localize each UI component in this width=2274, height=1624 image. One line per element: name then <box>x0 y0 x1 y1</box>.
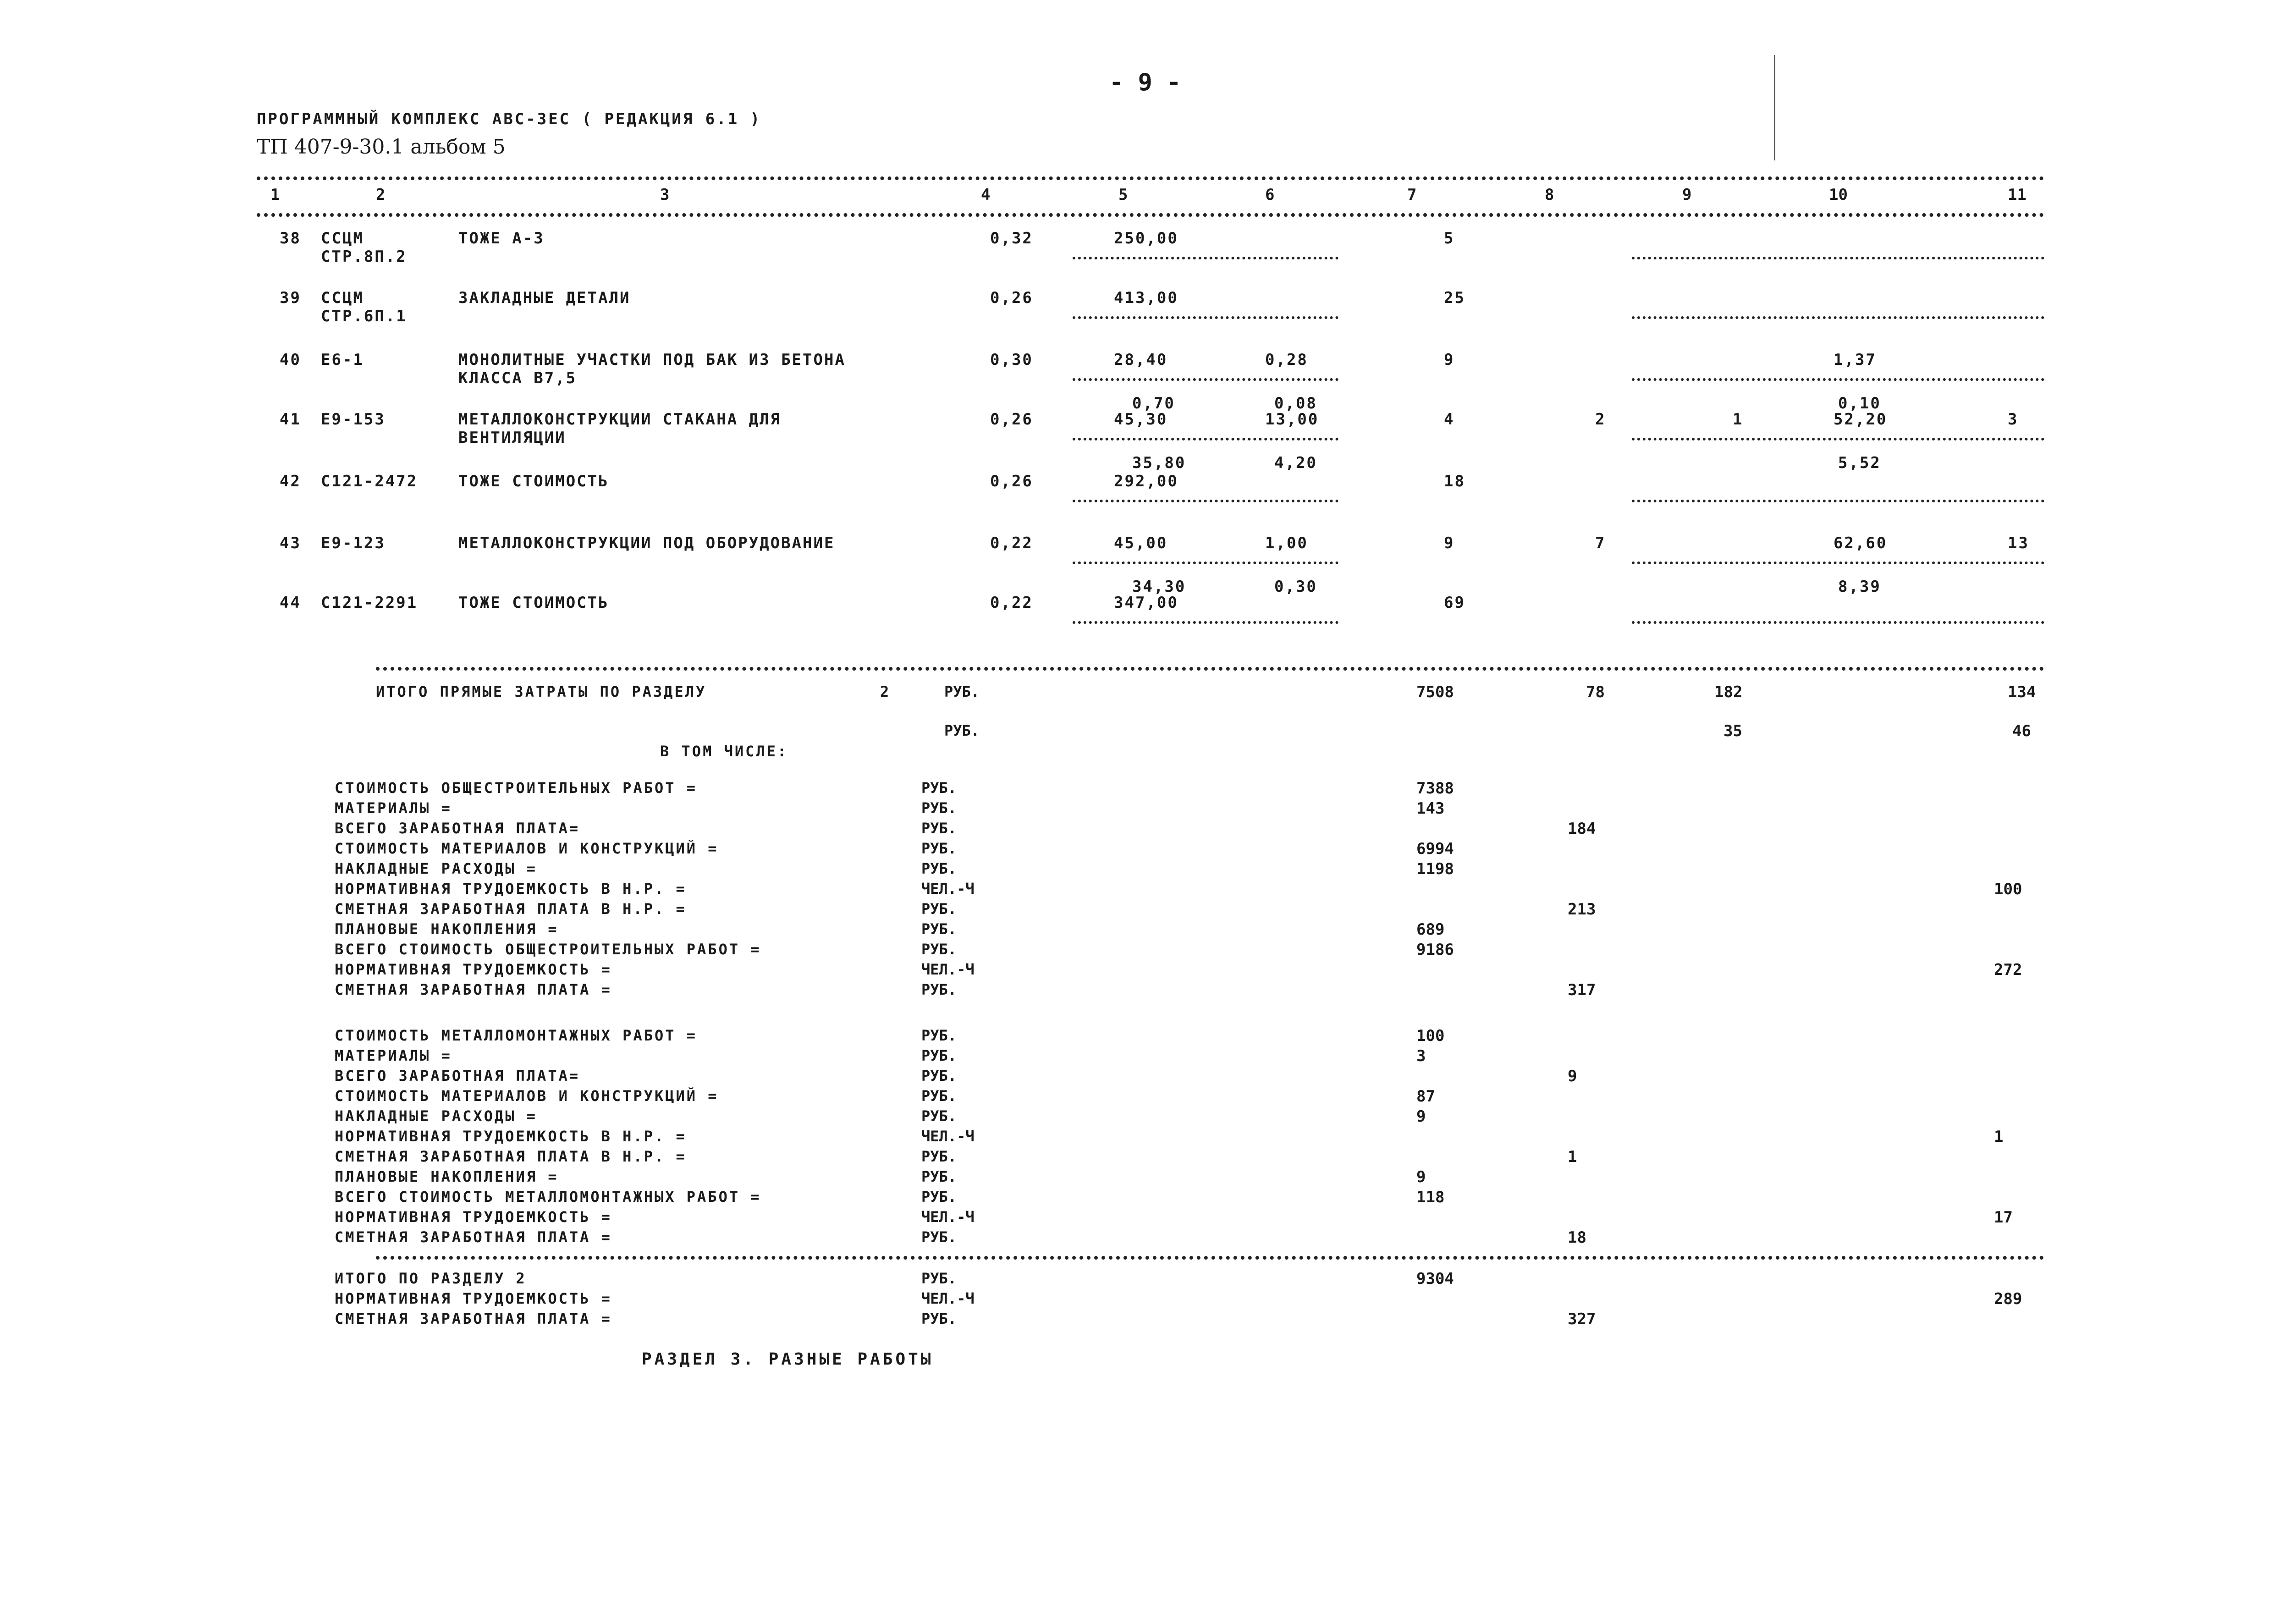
general-line-unit: РУБ. <box>921 920 957 938</box>
row-col6-labor: 0,30 <box>1274 578 1317 596</box>
column-header: 11 <box>2008 186 2026 204</box>
row-col7: 69 <box>1444 594 1465 612</box>
row-col6: 13,00 <box>1265 410 1319 429</box>
unit-label: РУБ. <box>944 722 980 739</box>
row-subtotal-rule <box>1632 621 2044 624</box>
row-subtotal-rule <box>1632 500 2044 502</box>
general-line-unit: РУБ. <box>921 820 957 837</box>
row-code: С121-2291 <box>321 594 418 612</box>
program-header: ПРОГРАММНЫЙ КОМПЛЕКС АВС-3ЕС ( РЕДАКЦИЯ 6.1 ) <box>257 110 762 128</box>
row-quantity: 0,26 <box>990 289 1033 307</box>
row-price-labor: 35,80 <box>1132 454 1186 472</box>
general-line-label: НОРМАТИВНАЯ ТРУДОЕМКОСТЬ = <box>335 961 612 978</box>
metal-line-unit: РУБ. <box>921 1087 957 1105</box>
row-col10: 1,37 <box>1834 351 1877 369</box>
general-line-unit: РУБ. <box>921 779 957 797</box>
metal-line-label: НОРМАТИВНАЯ ТРУДОЕМКОСТЬ = <box>335 1208 612 1226</box>
project-code: ТП 407-9-30.1 альбом 5 <box>257 135 506 159</box>
row-col6: 0,28 <box>1265 351 1308 369</box>
general-line-label: СТОИМОСТЬ ОБЩЕСТРОИТЕЛЬНЫХ РАБОТ = <box>335 779 698 797</box>
row-quantity: 0,22 <box>990 534 1033 552</box>
column-header: 5 <box>1118 186 1128 204</box>
final-line-unit: РУБ. <box>921 1310 957 1327</box>
general-line-label: ПЛАНОВЫЕ НАКОПЛЕНИЯ = <box>335 920 559 938</box>
row-col10-labor: 5,52 <box>1838 454 1881 472</box>
metal-line-label: НАКЛАДНЫЕ РАСХОДЫ = <box>335 1107 538 1125</box>
row-col11: 13 <box>2008 534 2029 552</box>
column-header: 8 <box>1545 186 1554 204</box>
final-line-label: СМЕТНАЯ ЗАРАБОТНАЯ ПЛАТА = <box>335 1310 612 1327</box>
general-line-label: ВСЕГО СТОИМОСТЬ ОБЩЕСТРОИТЕЛЬНЫХ РАБОТ = <box>335 941 761 958</box>
row-subtotal-rule <box>1073 438 1338 440</box>
row-number: 44 <box>280 594 301 612</box>
row-price: 292,00 <box>1114 472 1178 490</box>
metal-line-label: СТОИМОСТЬ МАТЕРИАЛОВ И КОНСТРУКЦИЙ = <box>335 1087 719 1105</box>
row-subtotal-rule <box>1073 621 1338 624</box>
row-subtotal-rule <box>1632 562 2044 564</box>
metal-line-label: СТОИМОСТЬ МЕТАЛЛОМОНТАЖНЫХ РАБОТ = <box>335 1027 698 1044</box>
final-line-unit: РУБ. <box>921 1270 957 1287</box>
general-line-col7: 689 <box>1416 920 1445 939</box>
row-quantity: 0,26 <box>990 472 1033 490</box>
general-line-col7: 143 <box>1416 799 1445 818</box>
row-subtotal-rule <box>1073 257 1338 259</box>
metal-line-label: СМЕТНАЯ ЗАРАБОТНАЯ ПЛАТА В Н.Р. = <box>335 1148 687 1165</box>
general-line-col8: 317 <box>1568 981 1596 999</box>
row-price: 413,00 <box>1114 289 1178 307</box>
row-col6-labor: 4,20 <box>1274 454 1317 472</box>
row-description: ТОЖЕ СТОИМОСТЬ <box>458 594 609 612</box>
row-col10: 52,20 <box>1834 410 1888 429</box>
row-subtotal-rule <box>1073 562 1338 564</box>
row-col6: 1,00 <box>1265 534 1308 552</box>
general-line-unit: РУБ. <box>921 860 957 877</box>
metal-line-col11: 17 <box>1994 1208 2013 1227</box>
general-line-label: ВСЕГО ЗАРАБОТНАЯ ПЛАТА= <box>335 820 580 837</box>
row-description: ТОЖЕ СТОИМОСТЬ <box>458 472 609 490</box>
direct-col11-labor: 46 <box>2012 722 2031 740</box>
column-header: 7 <box>1407 186 1417 204</box>
row-col7: 9 <box>1444 351 1455 369</box>
general-line-unit: РУБ. <box>921 941 957 958</box>
metal-line-col7: 118 <box>1416 1188 1445 1206</box>
general-line-col7: 1198 <box>1416 860 1454 878</box>
final-line-unit: ЧЕЛ.-Ч <box>921 1290 975 1307</box>
metal-line-unit: РУБ. <box>921 1148 957 1165</box>
final-line-label: ИТОГО ПО РАЗДЕЛУ 2 <box>335 1270 527 1287</box>
row-col7: 18 <box>1444 472 1465 490</box>
row-description: МЕТАЛЛОКОНСТРУКЦИИ ПОД ОБОРУДОВАНИЕ <box>458 534 835 552</box>
row-description: МОНОЛИТНЫЕ УЧАСТКИ ПОД БАК ИЗ БЕТОНА КЛАССА В7,5 <box>458 351 846 387</box>
row-code: Е6-1 <box>321 351 364 369</box>
row-subtotal-rule <box>1632 257 2044 259</box>
general-line-unit: РУБ. <box>921 840 957 857</box>
row-col9: 1 <box>1733 410 1744 429</box>
direct-costs-label: ИТОГО ПРЯМЫЕ ЗАТРАТЫ ПО РАЗДЕЛУ <box>376 683 707 700</box>
general-line-col7: 6994 <box>1416 840 1454 858</box>
metal-line-col7: 9 <box>1416 1168 1426 1186</box>
direct-col11: 134 <box>2008 683 2036 701</box>
metal-line-unit: РУБ. <box>921 1067 957 1085</box>
row-col11: 3 <box>2008 410 2019 429</box>
column-header: 10 <box>1829 186 1848 204</box>
metal-line-unit: РУБ. <box>921 1107 957 1125</box>
row-subtotal-rule <box>1073 378 1338 381</box>
row-price: 347,00 <box>1114 594 1178 612</box>
metal-line-col8: 1 <box>1568 1148 1577 1166</box>
general-line-col11: 100 <box>1994 880 2022 898</box>
metal-line-label: ВСЕГО СТОИМОСТЬ МЕТАЛЛОМОНТАЖНЫХ РАБОТ = <box>335 1188 761 1206</box>
metal-line-unit: ЧЕЛ.-Ч <box>921 1208 975 1226</box>
metal-line-unit: РУБ. <box>921 1188 957 1206</box>
row-col10: 62,60 <box>1834 534 1888 552</box>
general-line-unit: РУБ. <box>921 981 957 998</box>
row-col7: 25 <box>1444 289 1465 307</box>
page-number: - 9 - <box>1109 69 1181 96</box>
general-line-col8: 213 <box>1568 900 1596 919</box>
row-quantity: 0,30 <box>990 351 1033 369</box>
row-subtotal-rule <box>1073 316 1338 319</box>
next-section-title: РАЗДЕЛ 3. РАЗНЫЕ РАБОТЫ <box>642 1350 934 1369</box>
unit-label: РУБ. <box>944 683 980 700</box>
metal-line-label: НОРМАТИВНАЯ ТРУДОЕМКОСТЬ В Н.Р. = <box>335 1128 687 1145</box>
row-col10-labor: 8,39 <box>1838 578 1881 596</box>
metal-line-col8: 18 <box>1568 1228 1586 1247</box>
metal-line-col7: 3 <box>1416 1047 1426 1065</box>
row-price: 250,00 <box>1114 229 1178 248</box>
general-line-unit: РУБ. <box>921 900 957 918</box>
direct-col7: 7508 <box>1416 683 1454 701</box>
row-subtotal-rule <box>1073 500 1338 502</box>
row-code: ССЦМ СТР.6П.1 <box>321 289 407 325</box>
row-quantity: 0,26 <box>990 410 1033 429</box>
direct-col8: 78 <box>1586 683 1605 701</box>
row-col10-labor: 0,10 <box>1838 394 1881 413</box>
table-top-rule <box>257 176 2044 180</box>
metal-line-unit: РУБ. <box>921 1047 957 1064</box>
metal-line-unit: РУБ. <box>921 1228 957 1246</box>
general-line-col7: 7388 <box>1416 779 1454 798</box>
totals-rule <box>376 667 2044 671</box>
general-line-label: НОРМАТИВНАЯ ТРУДОЕМКОСТЬ В Н.Р. = <box>335 880 687 897</box>
column-header: 4 <box>981 186 991 204</box>
final-line-label: НОРМАТИВНАЯ ТРУДОЕМКОСТЬ = <box>335 1290 612 1307</box>
final-rule <box>376 1256 2044 1260</box>
row-description: ЗАКЛАДНЫЕ ДЕТАЛИ <box>458 289 631 307</box>
row-code: ССЦМ СТР.8П.2 <box>321 229 407 266</box>
row-number: 38 <box>280 229 301 248</box>
final-line-col8: 327 <box>1568 1310 1596 1328</box>
general-line-label: НАКЛАДНЫЕ РАСХОДЫ = <box>335 860 538 877</box>
row-col6-labor: 0,08 <box>1274 394 1317 413</box>
direct-col9-labor: 35 <box>1723 722 1742 740</box>
row-col8: 7 <box>1595 534 1606 552</box>
row-quantity: 0,22 <box>990 594 1033 612</box>
row-price-labor: 34,30 <box>1132 578 1186 596</box>
general-line-label: СМЕТНАЯ ЗАРАБОТНАЯ ПЛАТА = <box>335 981 612 998</box>
row-col8: 2 <box>1595 410 1606 429</box>
row-subtotal-rule <box>1632 438 2044 440</box>
row-number: 42 <box>280 472 301 490</box>
metal-line-col7: 9 <box>1416 1107 1426 1126</box>
general-line-col11: 272 <box>1994 961 2022 979</box>
direct-col9: 182 <box>1714 683 1743 701</box>
general-line-label: СТОИМОСТЬ МАТЕРИАЛОВ И КОНСТРУКЦИЙ = <box>335 840 719 857</box>
row-code: Е9-153 <box>321 410 385 429</box>
row-description: МЕТАЛЛОКОНСТРУКЦИИ СТАКАНА ДЛЯ ВЕНТИЛЯЦИИ <box>458 410 782 447</box>
general-line-label: МАТЕРИАЛЫ = <box>335 799 452 817</box>
general-line-unit: ЧЕЛ.-Ч <box>921 961 975 978</box>
row-col7: 9 <box>1444 534 1455 552</box>
metal-line-label: ПЛАНОВЫЕ НАКОПЛЕНИЯ = <box>335 1168 559 1185</box>
column-header: 2 <box>376 186 385 204</box>
including-heading: В ТОМ ЧИСЛЕ: <box>660 743 788 760</box>
general-line-unit: РУБ. <box>921 799 957 817</box>
row-number: 41 <box>280 410 301 429</box>
margin-rule <box>1774 55 1775 160</box>
row-price: 45,00 <box>1114 534 1168 552</box>
final-line-col11: 289 <box>1994 1290 2022 1308</box>
general-line-col7: 9186 <box>1416 941 1454 959</box>
row-subtotal-rule <box>1632 378 2044 381</box>
metal-line-col7: 100 <box>1416 1027 1445 1045</box>
metal-line-col8: 9 <box>1568 1067 1577 1085</box>
column-header: 6 <box>1265 186 1275 204</box>
column-header: 1 <box>270 186 280 204</box>
row-price: 28,40 <box>1114 351 1168 369</box>
general-line-unit: ЧЕЛ.-Ч <box>921 880 975 897</box>
metal-line-label: СМЕТНАЯ ЗАРАБОТНАЯ ПЛАТА = <box>335 1228 612 1246</box>
metal-line-label: ВСЕГО ЗАРАБОТНАЯ ПЛАТА= <box>335 1067 580 1085</box>
row-col7: 4 <box>1444 410 1455 429</box>
column-header: 3 <box>660 186 670 204</box>
header-bottom-rule <box>257 213 2044 217</box>
direct-costs-section: 2 <box>880 683 891 700</box>
row-col7: 5 <box>1444 229 1455 248</box>
row-code: Е9-123 <box>321 534 385 552</box>
general-line-col8: 184 <box>1568 820 1596 838</box>
general-line-label: СМЕТНАЯ ЗАРАБОТНАЯ ПЛАТА В Н.Р. = <box>335 900 687 918</box>
metal-line-unit: ЧЕЛ.-Ч <box>921 1128 975 1145</box>
row-code: С121-2472 <box>321 472 418 490</box>
column-header: 9 <box>1682 186 1692 204</box>
final-line-col7: 9304 <box>1416 1270 1454 1288</box>
row-number: 39 <box>280 289 301 307</box>
metal-line-col11: 1 <box>1994 1128 2004 1146</box>
row-description: ТОЖЕ А-3 <box>458 229 545 248</box>
row-price-labor: 0,70 <box>1132 394 1175 413</box>
row-number: 40 <box>280 351 301 369</box>
row-subtotal-rule <box>1632 316 2044 319</box>
metal-line-unit: РУБ. <box>921 1027 957 1044</box>
row-quantity: 0,32 <box>990 229 1033 248</box>
row-price: 45,30 <box>1114 410 1168 429</box>
metal-line-col7: 87 <box>1416 1087 1435 1106</box>
row-number: 43 <box>280 534 301 552</box>
metal-line-unit: РУБ. <box>921 1168 957 1185</box>
metal-line-label: МАТЕРИАЛЫ = <box>335 1047 452 1064</box>
